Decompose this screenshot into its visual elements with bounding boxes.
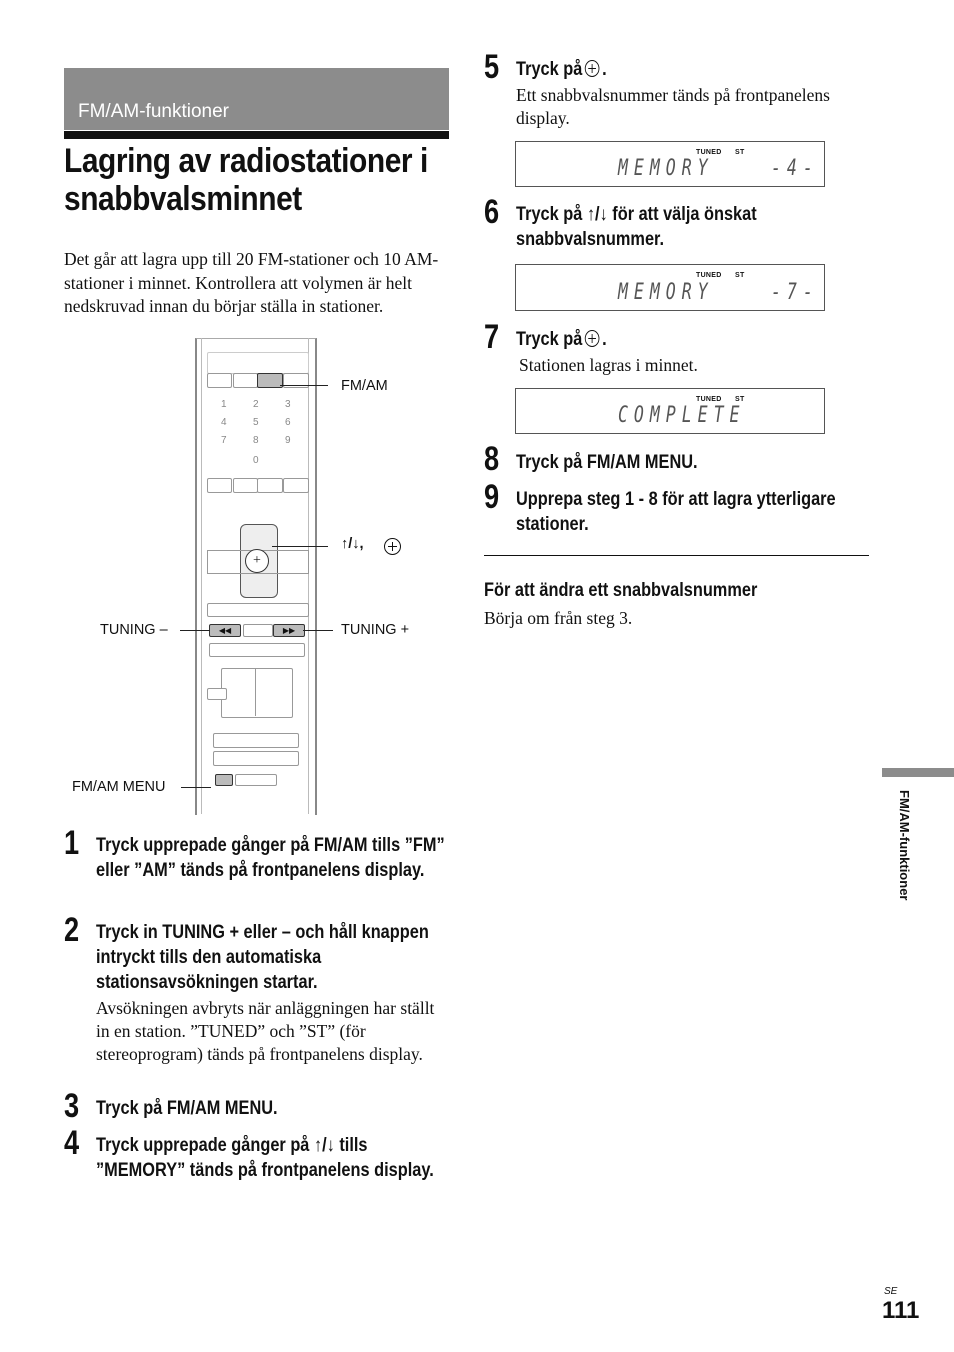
step-heading: Tryck in TUNING + eller – och håll knappen intryckt tills den automatiska stationsavsökningen startar. xyxy=(96,922,429,993)
step-heading: Tryck på ↑/↓ för att välja önskat snabbvalsnummer. xyxy=(516,204,757,250)
step-heading: Tryck på . xyxy=(516,59,607,80)
callout-fm-am-menu: FM/AM MENU xyxy=(72,779,166,795)
callout-line xyxy=(272,546,328,547)
enter-icon: + xyxy=(245,549,269,573)
front-panel-display: TUNED ST MEMORY -4- xyxy=(515,141,825,187)
banner-rule xyxy=(64,131,449,139)
step-number: 8 xyxy=(484,440,500,478)
intro-paragraph: Det går att lagra upp till 20 FM-stationer och 10 AM-stationer i minnet. Kontrollera att volymen är helt nedskruvad innan du börjar ställa in stationer. xyxy=(64,249,439,316)
step-number: 3 xyxy=(64,1087,80,1125)
step-body: Avsökningen avbryts när anläggningen har ställt in en station. ”TUNED” och ”ST” (för stereoprogram) tänds på frontpanelens display. xyxy=(96,998,435,1064)
step-number: 7 xyxy=(484,318,500,356)
callout-tuning-minus: TUNING – xyxy=(100,622,168,638)
step-heading: Tryck på FM/AM MENU. xyxy=(96,1098,278,1119)
fm-am-menu-button xyxy=(215,774,233,786)
step-number: 5 xyxy=(484,48,500,86)
callout-line xyxy=(180,630,210,631)
step-heading: Upprepa steg 1 - 8 för att lagra ytterligare stationer. xyxy=(516,489,836,535)
page-number: 111 xyxy=(882,1297,920,1324)
section-banner xyxy=(64,68,449,130)
subsection-heading: För att ändra ett snabbvalsnummer xyxy=(484,580,758,601)
callout-line xyxy=(280,385,328,386)
step-heading: Tryck på FM/AM MENU. xyxy=(516,452,698,473)
tuning-plus-button: ▶▶ xyxy=(273,624,305,637)
subsection-body: Börja om från steg 3. xyxy=(484,608,633,628)
step-number: 2 xyxy=(64,911,80,949)
enter-icon xyxy=(585,60,600,77)
callout-line xyxy=(303,630,333,631)
callout-fm-am: FM/AM xyxy=(341,378,388,394)
callout-line xyxy=(181,787,211,788)
step-number: 6 xyxy=(484,193,500,231)
front-panel-display: TUNED ST COMPLETE xyxy=(515,388,825,434)
page-language: SE xyxy=(884,1286,898,1297)
side-tab-bar xyxy=(882,768,954,777)
step-heading: Tryck upprepade gånger på FM/AM tills ”FM” eller ”AM” tänds på frontpanelens display. xyxy=(96,835,445,881)
divider xyxy=(484,555,869,556)
enter-icon xyxy=(384,538,401,555)
section-banner-label: FM/AM-funktioner xyxy=(78,101,229,122)
side-tab-label: FM/AM-funktioner xyxy=(897,790,912,901)
tuning-minus-button: ◀◀ xyxy=(209,624,241,637)
callout-updown: ↑/↓, xyxy=(341,536,364,552)
step-heading: Tryck på . xyxy=(516,329,607,350)
remote-control-figure xyxy=(195,338,315,816)
step-number: 1 xyxy=(64,824,80,862)
front-panel-display: TUNED ST MEMORY -7- xyxy=(515,264,825,311)
step-heading: Tryck upprepade gånger på ↑/↓ tills ”MEMORY” tänds på frontpanelens display. xyxy=(96,1135,434,1181)
step-number: 4 xyxy=(64,1124,80,1162)
enter-icon xyxy=(585,330,600,347)
step-body: Ett snabbvalsnummer tänds på frontpanelens display. xyxy=(516,85,830,128)
keypad: 1 2 3 4 5 6 7 8 9 0 xyxy=(221,399,291,466)
callout-tuning-plus: TUNING + xyxy=(341,622,410,638)
step-number: 9 xyxy=(484,478,500,516)
page-title: Lagring av radiostationer i snabbvalsminnet xyxy=(64,142,428,218)
dpad xyxy=(207,524,307,596)
step-body: Stationen lagras i minnet. xyxy=(519,355,698,375)
